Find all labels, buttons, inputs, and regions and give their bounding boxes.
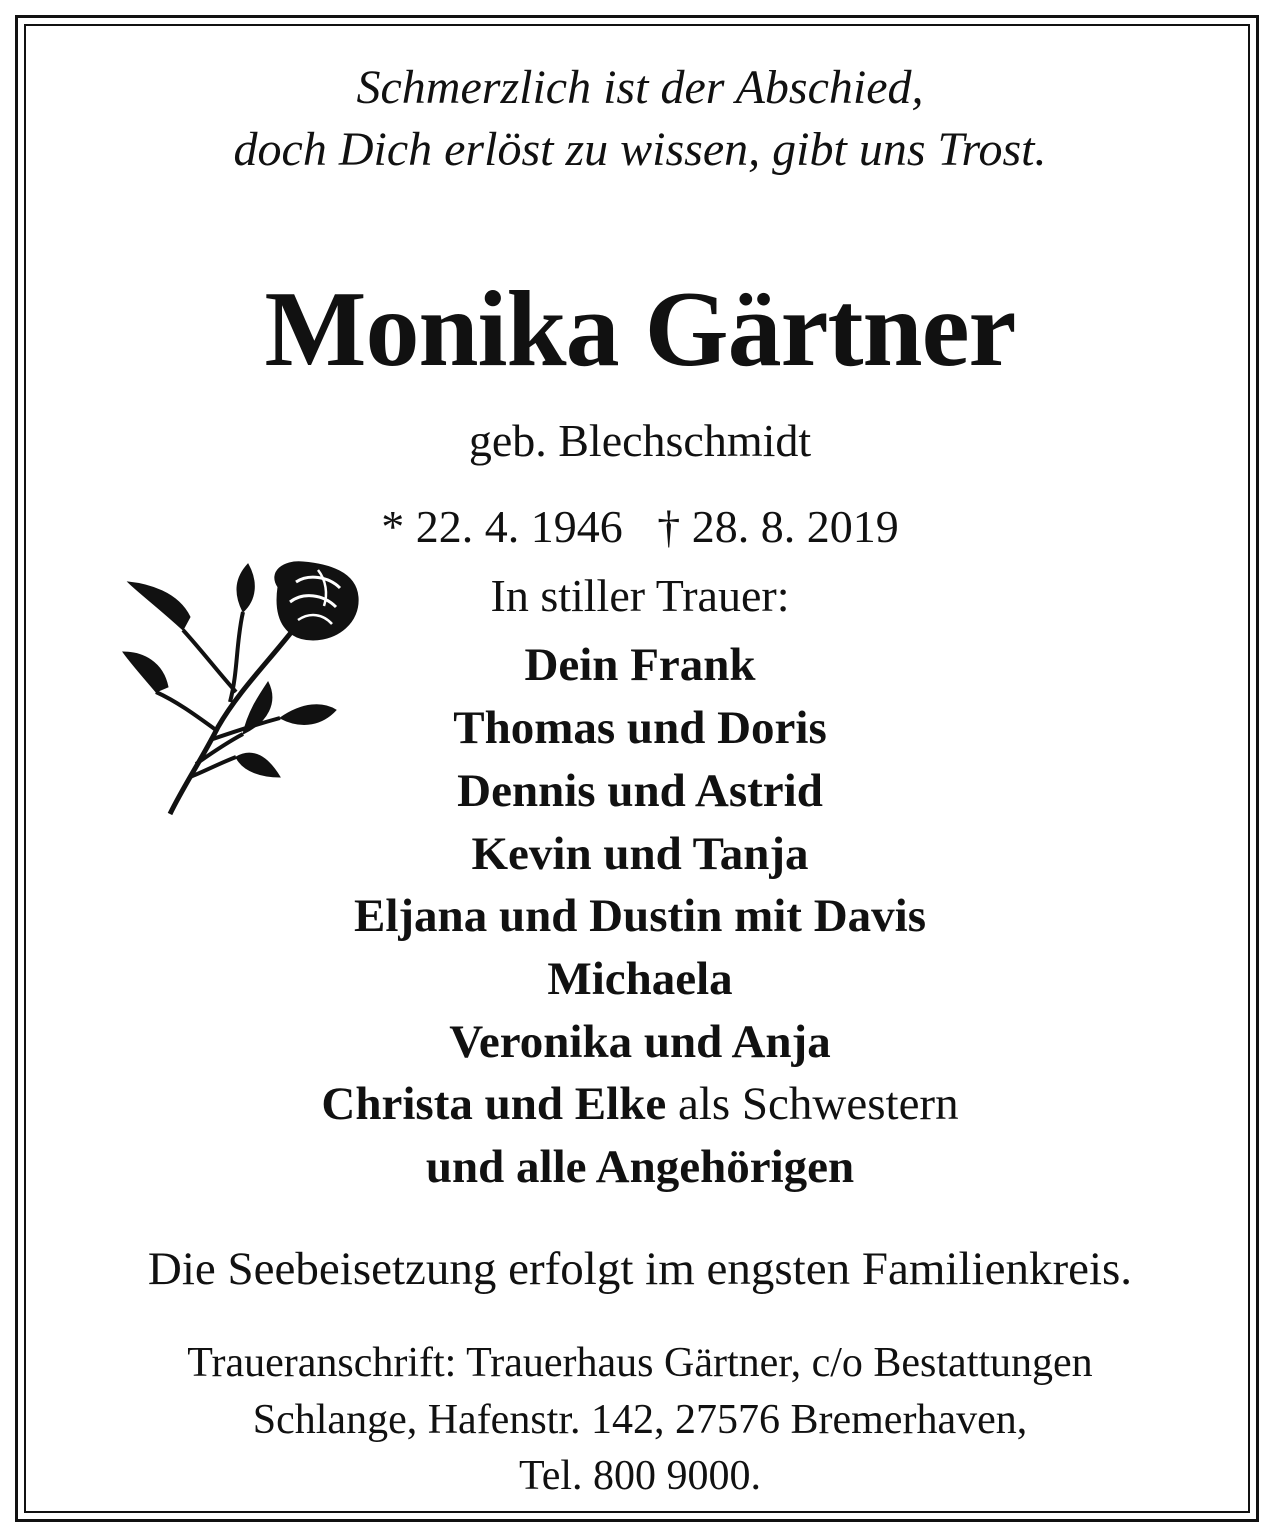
relatives-line: und alle Angehörigen	[425, 1141, 855, 1193]
motto-line-2: doch Dich erlöst zu wissen, gibt uns Trost.	[233, 123, 1047, 176]
family-line-6: Michaela	[547, 953, 733, 1005]
address-line-3: Tel. 800 9000.	[518, 1453, 762, 1499]
family-line-5: Eljana und Dustin mit Davis	[354, 890, 926, 942]
sisters-names: Christa und Elke	[321, 1078, 667, 1130]
deceased-name: Monika Gärtner	[264, 270, 1016, 389]
rose-icon	[118, 552, 368, 818]
sisters-line	[0, 1073, 1280, 1135]
motto-line-1: Schmerzlich ist der Abschied,	[356, 61, 924, 114]
family-line-7: Veronika und Anja	[449, 1016, 831, 1068]
sisters-suffix: als Schwestern	[666, 1078, 959, 1130]
burial-note: Die Seebeisetzung erfolgt im engsten Familienkreis.	[147, 1243, 1133, 1295]
family-line-4: Kevin und Tanja	[471, 828, 809, 880]
address-line-2: Schlange, Hafenstr. 142, 27576 Bremerhaven,	[252, 1397, 1028, 1443]
family-line-1: Dein Frank	[524, 639, 756, 691]
maiden-name: geb. Blechschmidt	[468, 415, 812, 466]
life-dates: * 22. 4. 1946 † 28. 8. 2019	[381, 501, 899, 552]
address-line-1: Traueranschrift: Trauerhaus Gärtner, c/o Bestattungen	[187, 1340, 1093, 1386]
family-line-3: Dennis und Astrid	[457, 765, 823, 817]
mourning-intro: In stiller Trauer:	[490, 570, 790, 621]
family-line-2: Thomas und Doris	[453, 702, 827, 754]
